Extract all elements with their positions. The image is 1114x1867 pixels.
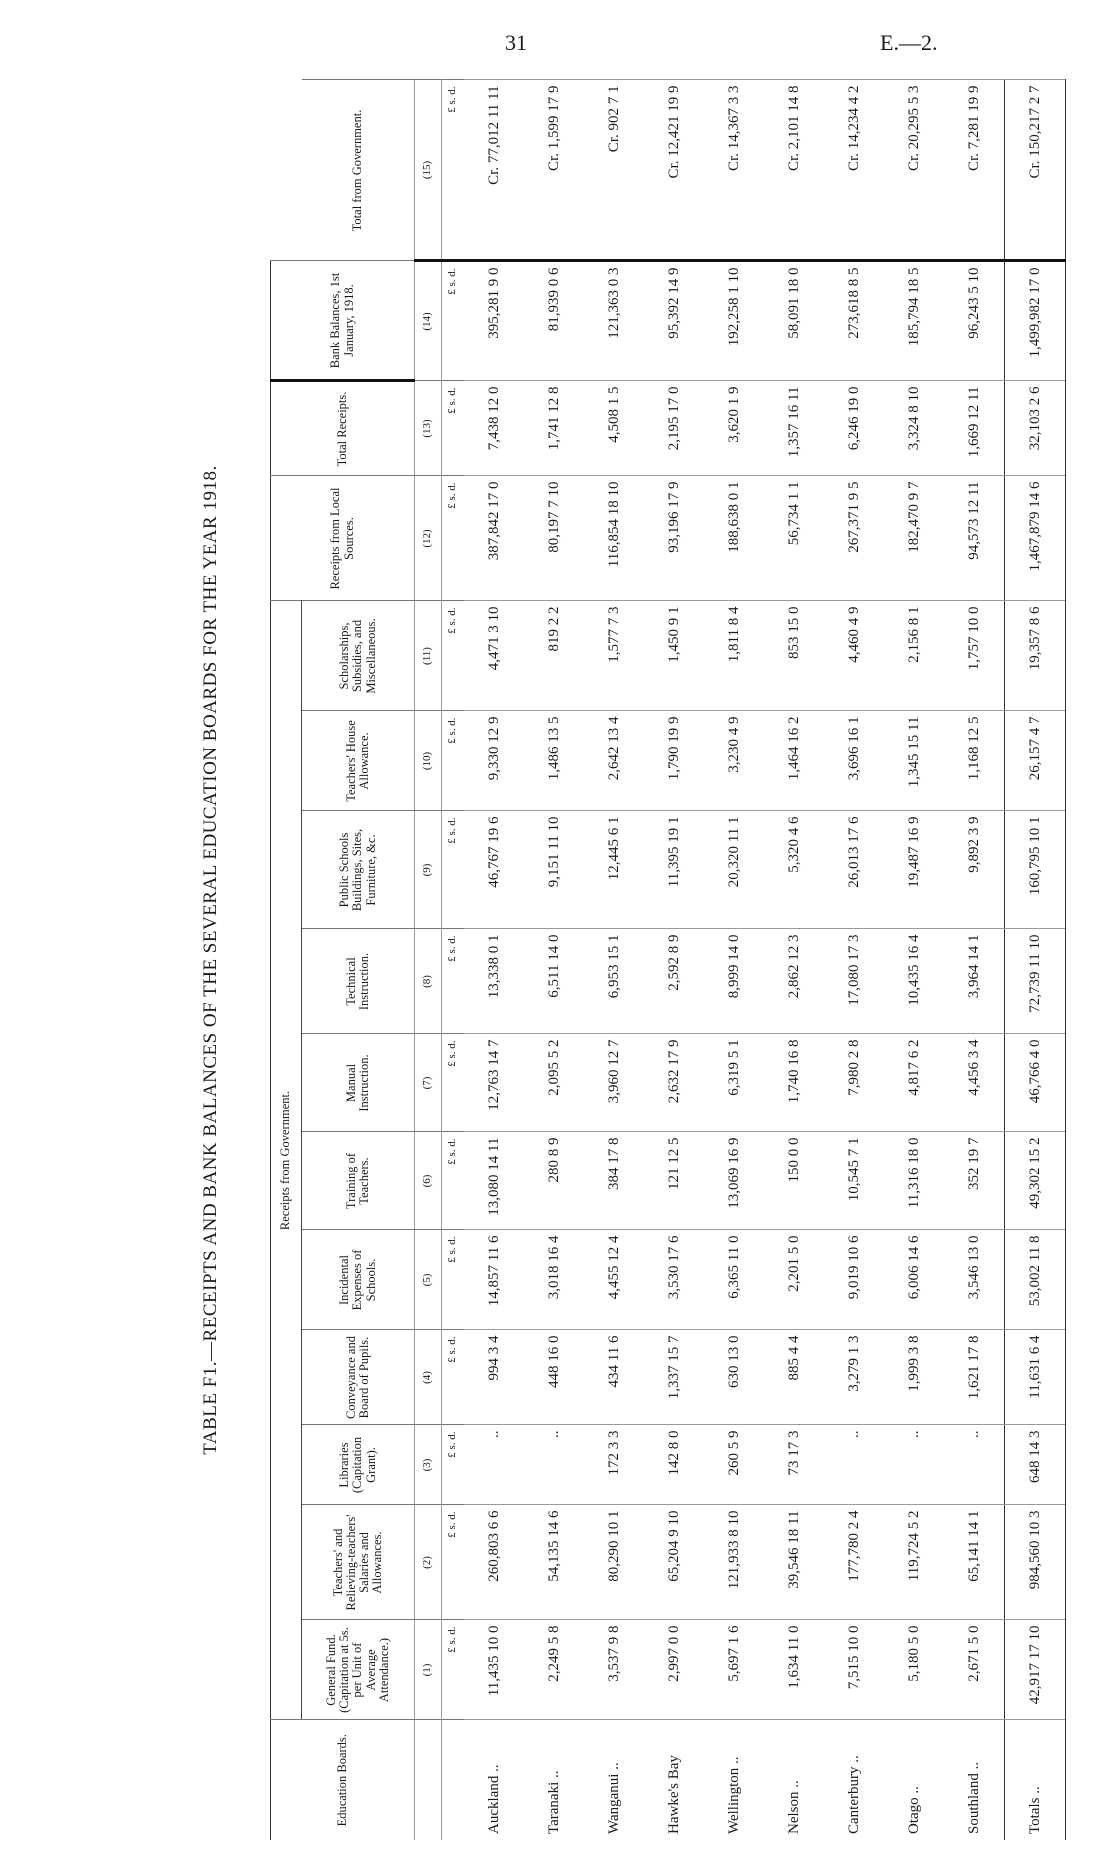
table-cell: 1,450 9 1: [644, 601, 704, 711]
col-header-7: Manual Instruction.: [302, 1034, 415, 1132]
table-row: [524, 80, 584, 1840]
table-cell: 9,019 10 6: [824, 1230, 884, 1330]
table-row: [944, 80, 1005, 1840]
col-header-13: Receipts from Local Sources.: [271, 476, 415, 601]
table-cell: 39,546 18 11: [764, 1505, 824, 1620]
table-cell: 11,316 18 0: [884, 1132, 944, 1230]
table-cell: 65,141 14 1: [944, 1505, 1005, 1620]
table-cell: 3,324 8 10: [884, 381, 944, 476]
table-cell: Cr. 20,295 5 3: [884, 80, 944, 261]
table-row: [704, 80, 764, 1840]
table-cell: 3,537 9 8: [584, 1620, 644, 1720]
table-cell: 19,357 8 6: [1005, 601, 1066, 711]
table-cell: 2,997 0 0: [644, 1620, 704, 1720]
table-cell: 7,438 12 0: [464, 381, 524, 476]
table-cell: 12,763 14 7: [464, 1034, 524, 1132]
page-number: 31: [505, 30, 527, 55]
table-cell: 121,933 8 10: [704, 1505, 764, 1620]
table-cell: 17,080 17 3: [824, 929, 884, 1034]
table-cell: 1,345 15 11: [884, 711, 944, 811]
col-number: (6): [415, 1132, 442, 1230]
table-cell: 2,156 8 1: [884, 601, 944, 711]
table-cell: 1,757 10 0: [944, 601, 1005, 711]
table-cell: 14,857 11 6: [464, 1230, 524, 1330]
col-header-5: Incidental Expenses of Schools.: [302, 1230, 415, 1330]
table-cell: Cr. 150,217 2 7: [1005, 80, 1066, 261]
board-name: Wellington ..: [704, 1720, 764, 1840]
table-cell: 188,638 0 1: [704, 476, 764, 601]
col-number: (13): [415, 381, 442, 476]
table-cell: 11,395 19 1: [644, 811, 704, 929]
col-header-12: Total from Government.: [302, 80, 415, 261]
table-cell: 9,330 12 9: [464, 711, 524, 811]
unit-label: £ s. d.: [442, 811, 465, 929]
table-cell: 6,953 15 1: [584, 929, 644, 1034]
col-number: (15): [415, 80, 442, 261]
table-cell: Cr. 14,234 4 2: [824, 80, 884, 261]
table-cell: 2,642 13 4: [584, 711, 644, 811]
table-cell: 885 4 4: [764, 1330, 824, 1425]
col-header-board: Education Boards.: [271, 1720, 415, 1840]
col-number: (10): [415, 711, 442, 811]
table-cell: 1,357 16 11: [764, 381, 824, 476]
table-cell: 4,455 12 4: [584, 1230, 644, 1330]
table-cell: Cr. 7,281 19 9: [944, 80, 1005, 261]
col-header-1: General Fund. (Capitation at 5s. per Unit of Average Attendance.): [302, 1620, 415, 1720]
col-number: (7): [415, 1034, 442, 1132]
unit-label: £ s. d.: [442, 711, 465, 811]
table-cell: 19,487 16 9: [884, 811, 944, 929]
table-cell: 5,697 1 6: [704, 1620, 764, 1720]
board-name: Taranaki ..: [524, 1720, 584, 1840]
rotated-table-region: [200, 80, 1090, 1840]
table-cell: 9,151 11 10: [524, 811, 584, 929]
table-cell: 49,302 15 2: [1005, 1132, 1066, 1230]
col-header-4: Conveyance and Board of Pupils.: [302, 1330, 415, 1425]
table-cell: 984,560 10 3: [1005, 1505, 1066, 1620]
table-cell: 13,338 0 1: [464, 929, 524, 1034]
table-cell: 1,464 16 2: [764, 711, 824, 811]
board-name: Hawke's Bay: [644, 1720, 704, 1840]
col-number: (4): [415, 1330, 442, 1425]
table-cell: ..: [884, 1425, 944, 1505]
table-cell: 95,392 14 9: [644, 261, 704, 381]
unit-label: £ s. d.: [442, 1505, 465, 1620]
table-cell: 26,013 17 6: [824, 811, 884, 929]
table-cell: 2,862 12 3: [764, 929, 824, 1034]
table-cell: 5,180 5 0: [884, 1620, 944, 1720]
unit-label: £ s. d.: [442, 929, 465, 1034]
table-cell: 7,515 10 0: [824, 1620, 884, 1720]
table-cell: 853 15 0: [764, 601, 824, 711]
col-number: (3): [415, 1425, 442, 1505]
table-cell: 1,999 3 8: [884, 1330, 944, 1425]
table-cell: Cr. 902 7 1: [584, 80, 644, 261]
table-cell: 4,460 4 9: [824, 601, 884, 711]
unit-label: £ s. d.: [442, 381, 465, 476]
unit-label: £ s. d.: [442, 1620, 465, 1720]
table-cell: 119,724 5 2: [884, 1505, 944, 1620]
table-cell: 3,279 1 3: [824, 1330, 884, 1425]
unit-label: £ s. d.: [442, 261, 465, 381]
board-name: Auckland ..: [464, 1720, 524, 1840]
table-cell: ..: [944, 1425, 1005, 1505]
table-cell: 280 8 9: [524, 1132, 584, 1230]
table-cell: 3,230 4 9: [704, 711, 764, 811]
col-number: (1): [415, 1620, 442, 1720]
table-cell: 26,157 4 7: [1005, 711, 1066, 811]
table-cell: 10,435 16 4: [884, 929, 944, 1034]
table-cell: ..: [524, 1425, 584, 1505]
table-cell: 2,195 17 0: [644, 381, 704, 476]
page-code: E.—2.: [880, 30, 938, 55]
table-cell: 2,632 17 9: [644, 1034, 704, 1132]
table-cell: 6,006 14 6: [884, 1230, 944, 1330]
table-cell: 352 19 7: [944, 1132, 1005, 1230]
col-header-9: Public Schools Buildings, Sites, Furniture, &c.: [302, 811, 415, 929]
col-number: (5): [415, 1230, 442, 1330]
table-cell: 54,135 14 6: [524, 1505, 584, 1620]
board-name: Southland ..: [944, 1720, 1005, 1840]
table-cell: 13,069 16 9: [704, 1132, 764, 1230]
table-cell: 1,741 12 8: [524, 381, 584, 476]
table-cell: 192,258 1 10: [704, 261, 764, 381]
table-cell: 116,854 18 10: [584, 476, 644, 601]
table-cell: 630 13 0: [704, 1330, 764, 1425]
col-header-3: Libraries (Capitation Grant).: [302, 1425, 415, 1505]
table-cell: 56,734 1 1: [764, 476, 824, 601]
table-cell: 1,790 19 9: [644, 711, 704, 811]
col-number: (11): [415, 601, 442, 711]
board-name: Otago ..: [884, 1720, 944, 1840]
col-header-10: Teachers' House Allowance.: [302, 711, 415, 811]
unit-label: £ s. d.: [442, 1330, 465, 1425]
board-name: Canterbury ..: [824, 1720, 884, 1840]
table-cell: 3,964 14 1: [944, 929, 1005, 1034]
unit-label: £ s. d.: [442, 601, 465, 711]
table-cell: 8,999 14 0: [704, 929, 764, 1034]
table-cell: 1,621 17 8: [944, 1330, 1005, 1425]
board-name: Nelson ..: [764, 1720, 824, 1840]
table-cell: 1,486 13 5: [524, 711, 584, 811]
table-cell: 3,696 16 1: [824, 711, 884, 811]
table-cell: 6,246 19 0: [824, 381, 884, 476]
table-cell: 46,767 19 6: [464, 811, 524, 929]
table-row: [884, 80, 944, 1840]
table-cell: 6,365 11 0: [704, 1230, 764, 1330]
table-cell: 12,445 6 1: [584, 811, 644, 929]
table-cell: 3,960 12 7: [584, 1034, 644, 1132]
table-row: [824, 80, 884, 1840]
table-cell: 819 2 2: [524, 601, 584, 711]
table-cell: 53,002 11 8: [1005, 1230, 1066, 1330]
table-cell: 1,499,982 17 0: [1005, 261, 1066, 381]
table-cell: 80,290 10 1: [584, 1505, 644, 1620]
table-cell: Cr. 77,012 11 11: [464, 80, 524, 261]
table-cell: 6,319 5 1: [704, 1034, 764, 1132]
table-cell: 1,669 12 11: [944, 381, 1005, 476]
unit-label: £ s. d.: [442, 1425, 465, 1505]
table-title: TABLE F1.—RECEIPTS AND BANK BALANCES OF THE SEVERAL EDUCATION BOARDS FOR THE YEAR 1918.: [200, 465, 221, 1455]
table-cell: Cr. 12,421 19 9: [644, 80, 704, 261]
table-cell: 96,243 5 10: [944, 261, 1005, 381]
table-row: [584, 80, 644, 1840]
col-header-8: Technical Instruction.: [302, 929, 415, 1034]
table-row: [644, 80, 704, 1840]
table-cell: 648 14 3: [1005, 1425, 1066, 1505]
table-cell: 172 3 3: [584, 1425, 644, 1505]
table-cell: 42,917 17 10: [1005, 1620, 1066, 1720]
col-number: (14): [415, 261, 442, 381]
table-cell: 46,766 4 0: [1005, 1034, 1066, 1132]
table-cell: 80,197 7 10: [524, 476, 584, 601]
table-cell: 10,545 7 1: [824, 1132, 884, 1230]
col-header-14: Total Receipts.: [271, 381, 415, 476]
unit-label: £ s. d.: [442, 1034, 465, 1132]
table-cell: 32,103 2 6: [1005, 381, 1066, 476]
table-cell: 1,337 15 7: [644, 1330, 704, 1425]
unit-label: £ s. d.: [442, 1230, 465, 1330]
table-cell: 4,456 3 4: [944, 1034, 1005, 1132]
col-number: (12): [415, 476, 442, 601]
table-cell: 81,939 0 6: [524, 261, 584, 381]
col-header-11: Scholarships, Subsidies, and Miscellaneous.: [302, 601, 415, 711]
table-cell: 387,842 17 0: [464, 476, 524, 601]
receipts-table: [270, 80, 1066, 1841]
table-cell: Cr. 1,599 17 9: [524, 80, 584, 261]
table-row: [764, 80, 824, 1840]
table-cell: 395,281 9 0: [464, 261, 524, 381]
table-cell: 384 17 8: [584, 1132, 644, 1230]
table-cell: 267,371 9 5: [824, 476, 884, 601]
table-cell: 11,435 10 0: [464, 1620, 524, 1720]
table-cell: 185,794 18 5: [884, 261, 944, 381]
table-cell: Cr. 14,367 3 3: [704, 80, 764, 261]
table-cell: 177,780 2 4: [824, 1505, 884, 1620]
table-cell: 58,091 18 0: [764, 261, 824, 381]
table-cell: 434 11 6: [584, 1330, 644, 1425]
table-cell: 1,811 8 4: [704, 601, 764, 711]
unit-label: £ s. d.: [442, 1132, 465, 1230]
table-cell: 260,803 6 6: [464, 1505, 524, 1620]
table-cell: ..: [824, 1425, 884, 1505]
table-cell: ..: [464, 1425, 524, 1505]
unit-label: [442, 1720, 465, 1840]
col-header-6: Training of Teachers.: [302, 1132, 415, 1230]
board-name: Wanganui ..: [584, 1720, 644, 1840]
col-number: (2): [415, 1505, 442, 1620]
table-cell: 2,249 5 8: [524, 1620, 584, 1720]
unit-label: £ s. d.: [442, 476, 465, 601]
table-cell: 9,892 3 9: [944, 811, 1005, 929]
table-cell: 994 3 4: [464, 1330, 524, 1425]
table-cell: 448 16 0: [524, 1330, 584, 1425]
group-header: Receipts from Government.: [271, 601, 302, 1720]
col-header-2: Teachers' and Relieving-teachers' Salaries and Allowances.: [302, 1505, 415, 1620]
table-cell: 1,467,879 14 6: [1005, 476, 1066, 601]
col-number: (9): [415, 811, 442, 929]
unit-label: £ s. d.: [442, 80, 465, 261]
table-cell: 1,740 16 8: [764, 1034, 824, 1132]
table-cell: 7,980 2 8: [824, 1034, 884, 1132]
table-cell: 4,471 3 10: [464, 601, 524, 711]
table-cell: 3,546 13 0: [944, 1230, 1005, 1330]
table-cell: 2,201 5 0: [764, 1230, 824, 1330]
table-cell: 3,530 17 6: [644, 1230, 704, 1330]
board-name: Totals ..: [1005, 1720, 1066, 1840]
table-cell: 2,592 8 9: [644, 929, 704, 1034]
table-cell: 4,817 6 2: [884, 1034, 944, 1132]
table-cell: 121,363 0 3: [584, 261, 644, 381]
table-cell: 20,320 11 1: [704, 811, 764, 929]
table-cell: 1,577 7 3: [584, 601, 644, 711]
table-row: [464, 80, 524, 1840]
table-cell: 93,196 17 9: [644, 476, 704, 601]
table-cell: 142 8 0: [644, 1425, 704, 1505]
totals-row: [1005, 80, 1066, 1840]
col-header-15: Bank Balances, 1st January, 1918.: [271, 261, 415, 381]
table-cell: 1,168 12 5: [944, 711, 1005, 811]
table-cell: 121 12 5: [644, 1132, 704, 1230]
table-cell: 2,095 5 2: [524, 1034, 584, 1132]
table-cell: 94,573 12 11: [944, 476, 1005, 601]
table-cell: 260 5 9: [704, 1425, 764, 1505]
table-cell: 3,620 1 9: [704, 381, 764, 476]
col-number: (8): [415, 929, 442, 1034]
table-cell: 160,795 10 1: [1005, 811, 1066, 929]
table-cell: 73 17 3: [764, 1425, 824, 1505]
table-cell: 72,739 11 10: [1005, 929, 1066, 1034]
table-cell: 2,671 5 0: [944, 1620, 1005, 1720]
table-cell: 273,618 8 5: [824, 261, 884, 381]
table-cell: 3,018 16 4: [524, 1230, 584, 1330]
col-number: [415, 1720, 442, 1840]
table-cell: 6,511 14 0: [524, 929, 584, 1034]
table-cell: 1,634 11 0: [764, 1620, 824, 1720]
table-cell: 182,470 9 7: [884, 476, 944, 601]
table-cell: 4,508 1 5: [584, 381, 644, 476]
table-cell: 5,320 4 6: [764, 811, 824, 929]
table-cell: 11,631 6 4: [1005, 1330, 1066, 1425]
table-cell: 150 0 0: [764, 1132, 824, 1230]
table-cell: 65,204 9 10: [644, 1505, 704, 1620]
table-cell: Cr. 2,101 14 8: [764, 80, 824, 261]
table-cell: 13,080 14 11: [464, 1132, 524, 1230]
